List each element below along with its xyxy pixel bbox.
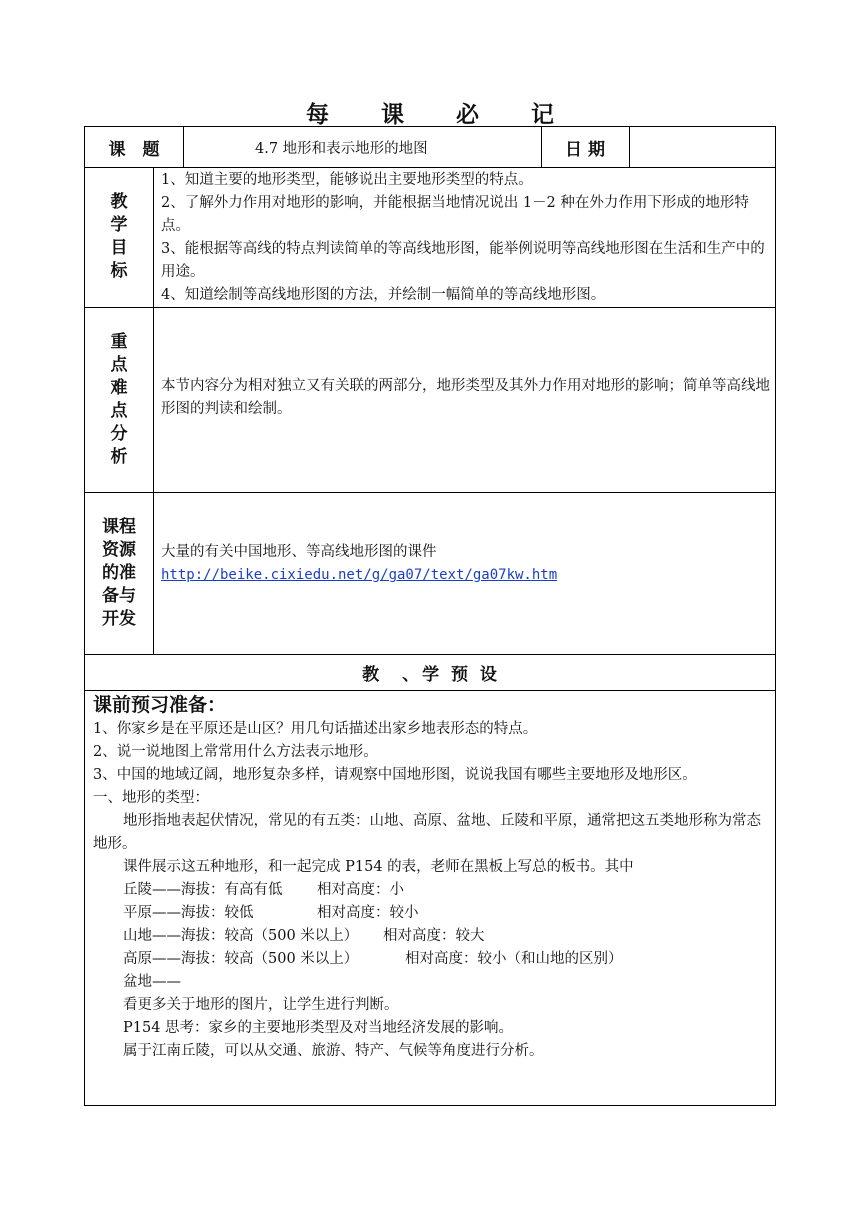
page-title: 每 课 必 记 bbox=[305, 101, 577, 128]
resources-link[interactable]: http://beike.cixiedu.net/g/ga07/text/ga07kw.htm bbox=[161, 567, 558, 583]
lesson-table bbox=[84, 126, 776, 1106]
keypoints-label: 重点难点分析 bbox=[110, 331, 128, 467]
preview-item: 2、说一说地图上常常用什么方法表示地形。 bbox=[93, 744, 378, 760]
terrain-relief: 相对高度：较小（和山地的区别） bbox=[405, 951, 623, 967]
preview-heading: 课前预习准备： bbox=[93, 694, 227, 716]
terrain-name: 丘陵——海拔：有高有低 bbox=[123, 882, 283, 898]
terrain-relief: 相对高度：较小 bbox=[317, 905, 419, 921]
topic-value: 4.7 地形和表示地形的地图 bbox=[255, 140, 428, 157]
row-divider bbox=[85, 690, 775, 691]
section-title: 教 、学 预 设 bbox=[362, 664, 500, 685]
keypoints-text: 本节内容分为相对独立又有关联的两部分，地形类型及其外力作用对地形的影响；简单等高线地形图的判读和绘制。 bbox=[161, 378, 770, 417]
terrain-name: 高原——海拔：较高（500 米以上） bbox=[123, 951, 359, 967]
part1-intro: 地形指地表起伏情况，常见的有五类：山地、高原、盆地、丘陵和平原，通常把这五类地形称为常态地形。 bbox=[93, 813, 761, 852]
part1-activity: 课件展示这五种地形，和一起完成 P154 的表，老师在黑板上写总的板书。其中 bbox=[123, 859, 634, 875]
resources-text: 大量的有关中国地形、等高线地形图的课件 bbox=[161, 544, 437, 560]
topic-label: 课 题 bbox=[108, 139, 160, 160]
terrain-name: 盆地—— bbox=[123, 974, 181, 990]
terrain-name: 山地——海拔：较高（500 米以上） bbox=[123, 928, 359, 944]
terrain-row bbox=[93, 902, 769, 925]
objectives-label: 教学目标 bbox=[110, 192, 128, 281]
objective-item: 3、能根据等高线的特点判读简单的等高线地形图，能举例说明等高线地形图在生活和生产中的用途。 bbox=[161, 241, 765, 280]
date-value[interactable] bbox=[629, 127, 777, 167]
row-divider bbox=[85, 167, 775, 168]
row-divider bbox=[85, 492, 775, 493]
resources-label: 课程资源的准备与开发 bbox=[102, 516, 136, 629]
terrain-row bbox=[93, 925, 769, 948]
terrain-relief: 相对高度：较大 bbox=[383, 928, 485, 944]
preview-content bbox=[85, 692, 777, 1063]
date-label: 日 期 bbox=[565, 139, 605, 160]
objective-item: 2、了解外力作用对地形的影响，并能根据当地情况说出 1－2 种在外力作用下形成的地形特点。 bbox=[161, 195, 749, 234]
preview-item: 1、你家乡是在平原还是山区？用几句话描述出家乡地表形态的特点。 bbox=[93, 721, 538, 737]
terrain-name: 平原——海拔：较低 bbox=[123, 905, 254, 921]
closing-line: P154 思考：家乡的主要地形类型及对当地经济发展的影响。 bbox=[123, 1020, 514, 1036]
closing-line: 属于江南丘陵，可以从交通、旅游、特产、气候等角度进行分析。 bbox=[123, 1043, 544, 1059]
terrain-row bbox=[93, 971, 769, 994]
objective-item: 1、知道主要的地形类型，能够说出主要地形类型的特点。 bbox=[161, 172, 533, 188]
terrain-row bbox=[93, 879, 769, 902]
part1-title: 一、地形的类型： bbox=[93, 790, 209, 806]
preview-item: 3、中国的地域辽阔，地形复杂多样，请观察中国地形图，说说我国有哪些主要地形及地形区。 bbox=[93, 767, 697, 783]
closing-line: 看更多关于地形的图片，让学生进行判断。 bbox=[123, 997, 399, 1013]
row-divider bbox=[85, 307, 775, 308]
terrain-relief: 相对高度：小 bbox=[317, 882, 404, 898]
objectives-content bbox=[153, 169, 777, 307]
objective-item: 4、知道绘制等高线地形图的方法，并绘制一幅简单的等高线地形图。 bbox=[161, 287, 606, 303]
resources-content bbox=[153, 541, 777, 587]
terrain-row bbox=[93, 948, 769, 971]
